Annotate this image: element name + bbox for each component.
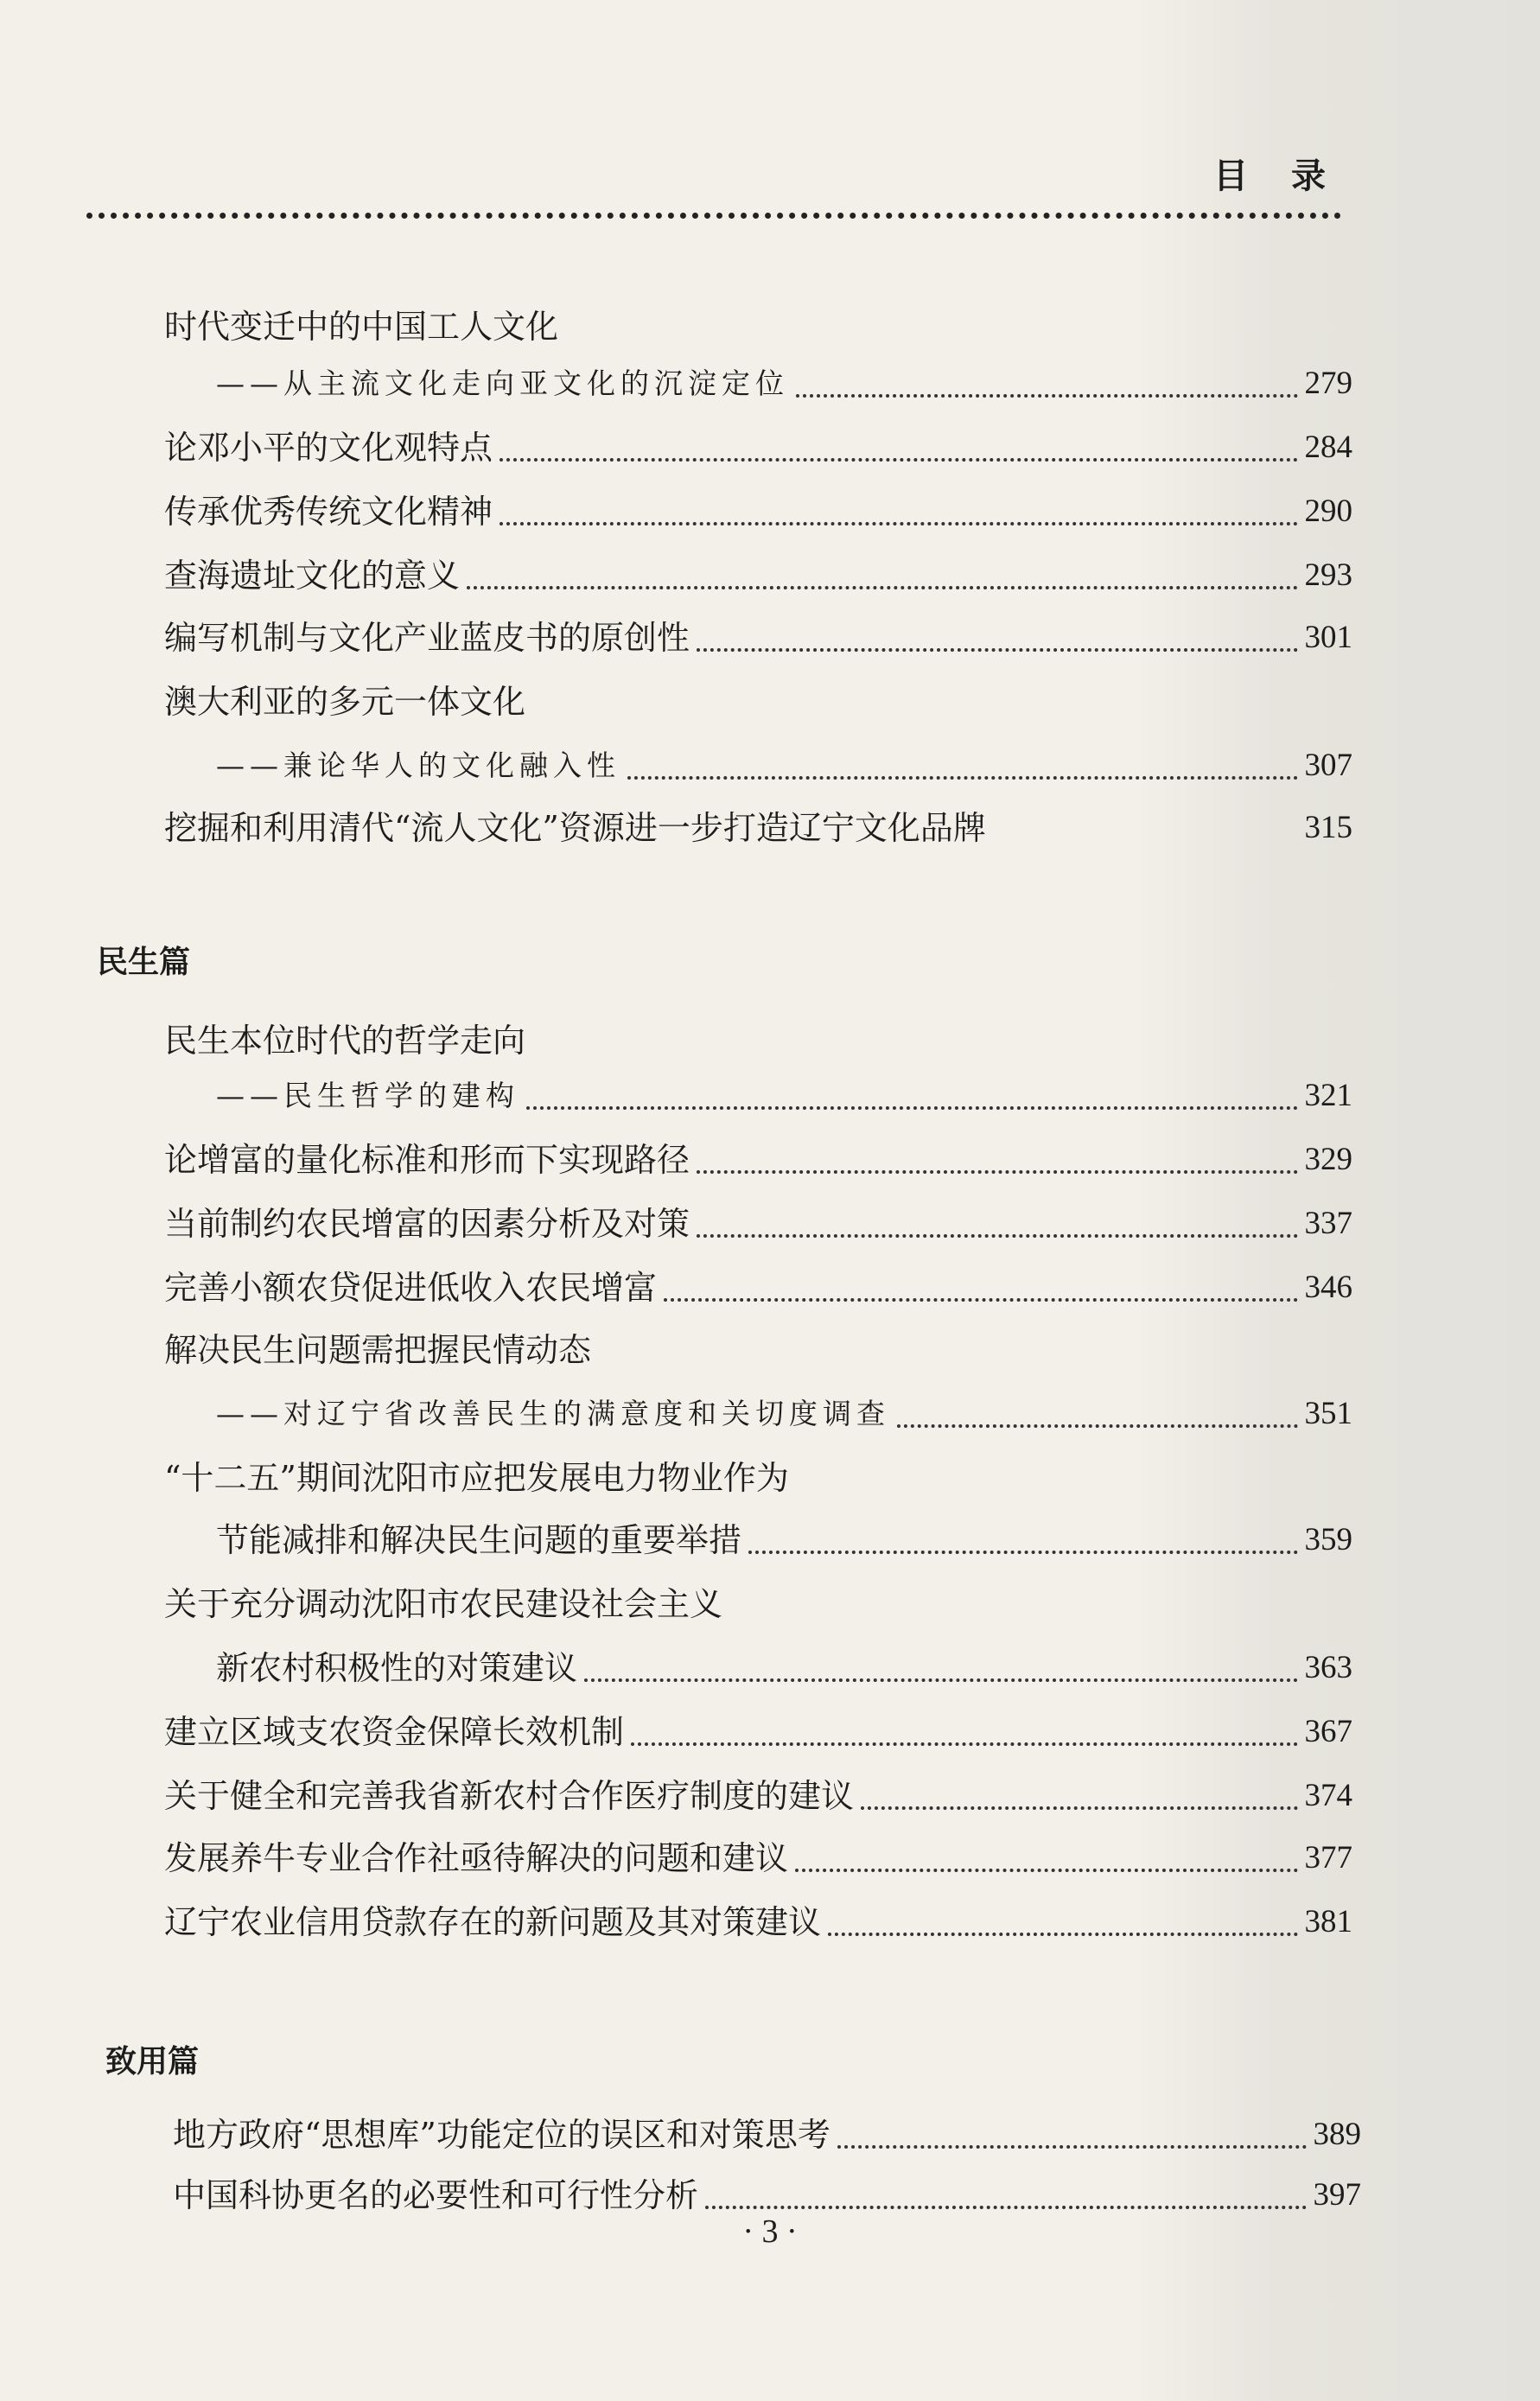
leader-dots: [664, 1298, 1297, 1302]
toc-entry[interactable]: 发展养牛专业合作社亟待解决的问题和建议 377: [164, 1832, 1352, 1884]
toc-entry[interactable]: 节能减排和解决民生问题的重要举措 359: [164, 1514, 1352, 1566]
toc-entry[interactable]: 论增富的量化标准和形而下实现路径 329: [164, 1134, 1352, 1186]
leader-dots: [796, 394, 1298, 398]
toc-entry[interactable]: “十二五”期间沈阳市应把发展电力物业作为: [164, 1459, 789, 1497]
toc-entry[interactable]: ——兼论华人的文化融入性 307: [164, 740, 1352, 792]
page-ref: 374: [1304, 1778, 1352, 1813]
page-ref: 337: [1304, 1206, 1352, 1241]
page-number: · 3 ·: [742, 2213, 798, 2250]
leader-dots: [697, 648, 1297, 652]
leader-dots: [828, 1933, 1297, 1936]
leader-dots: [584, 1678, 1297, 1682]
toc-entry[interactable]: ——从主流文化走向亚文化的沉淀定位 279: [164, 358, 1352, 410]
page-ref: 381: [1304, 1904, 1352, 1939]
leader-dots: [697, 1170, 1297, 1174]
page-ref: 279: [1304, 366, 1352, 401]
page-ref: 389: [1313, 2117, 1361, 2152]
leader-dots: [526, 1106, 1298, 1110]
toc-entry[interactable]: 挖掘和利用清代“流人文化”资源进一步打造辽宁文化品牌 315: [164, 802, 1352, 854]
page-ref: 315: [1304, 810, 1352, 845]
toc-entry[interactable]: 完善小额农贷促进低收入农民增富 346: [164, 1262, 1352, 1314]
section-heading-zhiyong: 致用篇: [105, 2044, 200, 2079]
page-ref: 346: [1304, 1270, 1352, 1305]
leader-dots: [897, 1424, 1298, 1428]
toc-entry[interactable]: 时代变迁中的中国工人文化: [164, 308, 559, 346]
leader-dots: [631, 1742, 1297, 1746]
toc-entry[interactable]: 查海遗址文化的意义 293: [164, 550, 1352, 602]
toc-entry[interactable]: 解决民生问题需把握民情动态: [164, 1331, 592, 1369]
section-heading-minsheng: 民生篇: [97, 945, 191, 980]
toc-entry[interactable]: 编写机制与文化产业蓝皮书的原创性 301: [164, 612, 1352, 664]
toc-entry[interactable]: 中国科协更名的必要性和可行性分析 397: [173, 2169, 1361, 2221]
page-ref: 293: [1304, 557, 1352, 593]
header-dotted-rule: [86, 213, 1341, 219]
leader-dots: [627, 776, 1298, 780]
toc-entry[interactable]: 关于健全和完善我省新农村合作医疗制度的建议 374: [164, 1770, 1352, 1822]
page-ref: 397: [1313, 2177, 1361, 2213]
toc-entry[interactable]: 地方政府“思想库”功能定位的误区和对策思考 389: [173, 2109, 1361, 2161]
page-ref: 321: [1304, 1078, 1352, 1113]
leader-dots: [795, 1869, 1297, 1872]
toc-entry[interactable]: ——对辽宁省改善民生的满意度和关切度调查 351: [164, 1388, 1352, 1440]
leader-dots: [467, 586, 1297, 589]
page-ref: 284: [1304, 430, 1352, 465]
page-ref: 301: [1304, 620, 1352, 655]
toc-entry[interactable]: 澳大利亚的多元一体文化: [164, 683, 526, 721]
page-title: 目 录: [1213, 156, 1341, 196]
page-ref: 363: [1304, 1650, 1352, 1685]
leader-dots: [500, 458, 1297, 462]
leader-dots: [500, 522, 1297, 525]
toc-entry[interactable]: 关于充分调动沈阳市农民建设社会主义: [164, 1585, 723, 1623]
page-ref: 367: [1304, 1714, 1352, 1749]
toc-entry[interactable]: 辽宁农业信用贷款存在的新问题及其对策建议 381: [164, 1896, 1352, 1948]
toc-entry[interactable]: 新农村积极性的对策建议 363: [164, 1642, 1352, 1694]
leader-dots: [697, 1234, 1297, 1238]
leader-dots: [861, 1806, 1297, 1810]
page-ref: 351: [1304, 1396, 1352, 1431]
page-ref: 377: [1304, 1840, 1352, 1876]
toc-entry[interactable]: 建立区域支农资金保障长效机制 367: [164, 1706, 1352, 1758]
leader-dots: [705, 2206, 1306, 2209]
leader-dots: [837, 2145, 1307, 2149]
leader-dots: [748, 1551, 1297, 1554]
toc-entry[interactable]: ——民生哲学的建构 321: [164, 1070, 1352, 1122]
page-ref: 359: [1304, 1522, 1352, 1557]
toc-entry[interactable]: 论邓小平的文化观特点 284: [164, 422, 1352, 474]
page-ref: 307: [1304, 748, 1352, 783]
toc-entry[interactable]: 民生本位时代的哲学走向: [164, 1022, 526, 1060]
page-ref: 329: [1304, 1142, 1352, 1177]
toc-entry[interactable]: 传承优秀传统文化精神 290: [164, 486, 1352, 538]
page-ref: 290: [1304, 494, 1352, 529]
toc-entry[interactable]: 当前制约农民增富的因素分析及对策 337: [164, 1198, 1352, 1250]
